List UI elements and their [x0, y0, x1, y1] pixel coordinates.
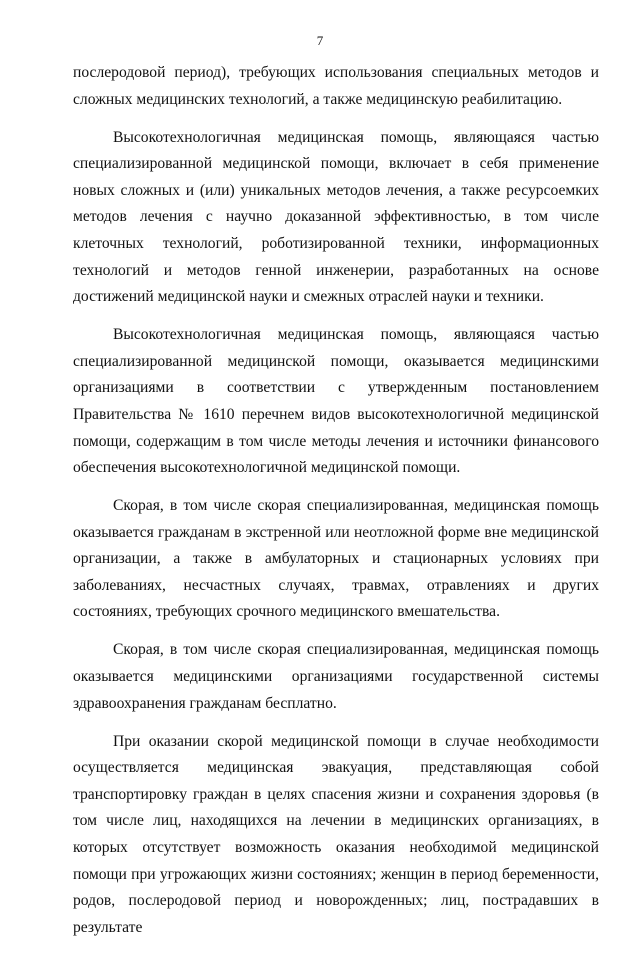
paragraph-continuation: послеродовой период), требующих использования специальных методов и сложных медицинских технологий, а также медицинскую реабилитацию. [73, 64, 599, 108]
paragraph-high-tech-care-provision: Высокотехнологичная медицинская помощь, являющаяся частью специализированной медицинской помощи, оказывается медицинскими организациями в соответствии с утвержденным постановлением Правительства № 1610 перечнем видов высокотехнологичной медицинской помощи, содержащим в том числе методы лечения и источники финансового обеспечения высокотехнологичной медицинской помощи. [73, 326, 599, 477]
paragraph-emergency-care-free: Скорая, в том числе скорая специализированная, медицинская помощь оказывается медицинскими организациями государственной системы здравоохранения гражданам бесплатно. [73, 641, 599, 712]
paragraph-high-tech-care-definition: Высокотехнологичная медицинская помощь, являющаяся частью специализированной медицинской помощи, включает в себя применение новых сложных и (или) уникальных методов лечения, а также ресурсоемких методов лечения с научно доказанной эффективностью, в том числе клеточных технологий, роботизированной техники, информационных технологий и методов генной инженерии, разработанных на основе достижений медицинской науки и смежных отраслей науки и техники. [73, 128, 599, 306]
document-body [73, 60, 599, 953]
page-number: 7 [316, 33, 324, 48]
paragraph-emergency-care-conditions: Скорая, в том числе скорая специализированная, медицинская помощь оказывается гражданам в экстренной или неотложной форме вне медицинской организации, а также в амбулаторных и стационарных условиях при заболеваниях, несчастных случаях, травмах, отравлениях и других состояниях, требующих срочного медицинского вмешательства. [73, 497, 599, 621]
paragraph-medical-evacuation: При оказании скорой медицинской помощи в случае необходимости осуществляется медицинская эвакуация, представляющая собой транспортировку граждан в целях спасения жизни и сохранения здоровья (в том числе лиц, находящихся на лечении в медицинских организациях, в которых отсутствует возможность оказания необходимой медицинской помощи при угрожающих жизни состояниях; женщин в период беременности, родов, послеродовой период и новорожденных; лиц, пострадавших в результате [73, 732, 599, 936]
